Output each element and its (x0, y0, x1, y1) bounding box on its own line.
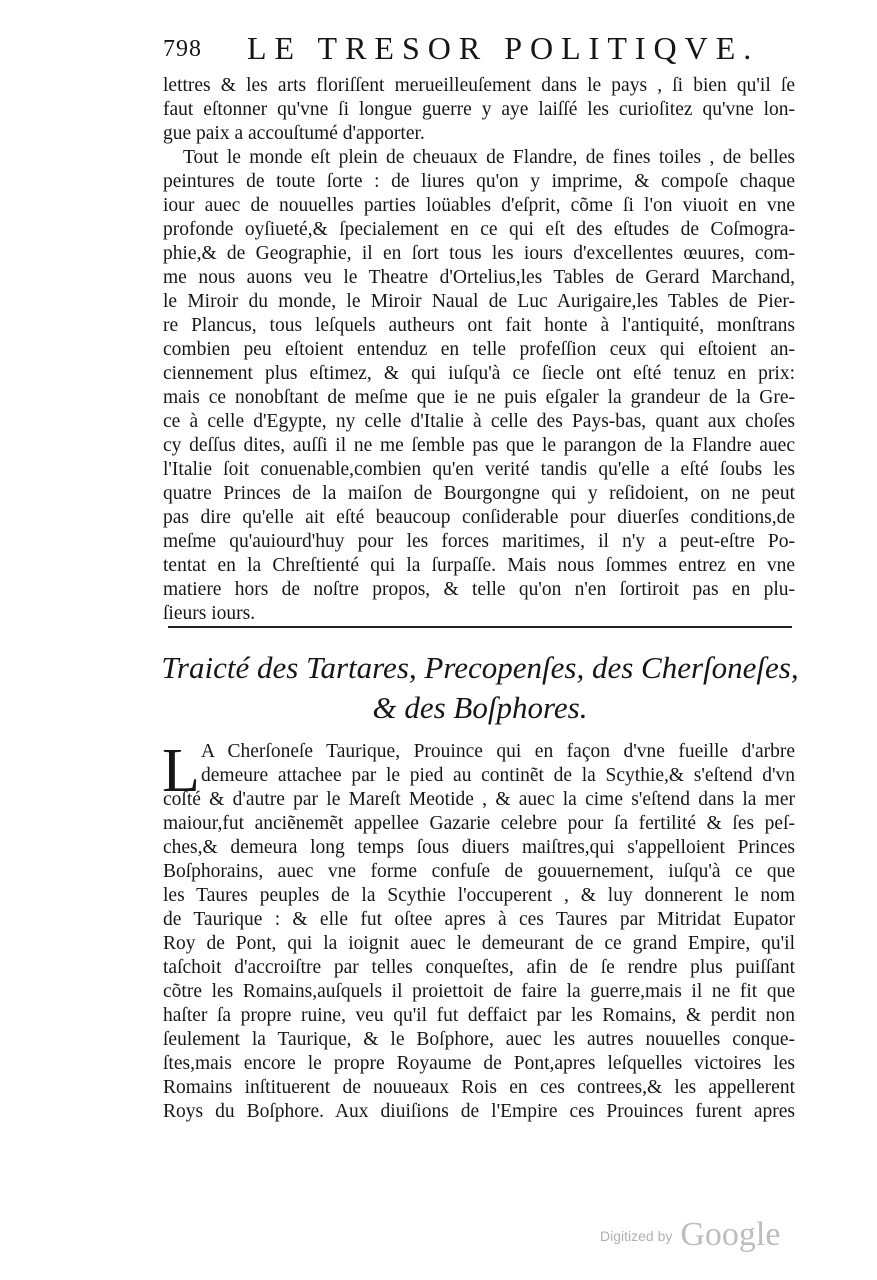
text-line: ce à celle d'Egypte, ny celle d'Italie à celle des Pays-bas, quant aux choſes (163, 411, 795, 432)
text-line: cy deſſus dites, auſſi il ne me ſemble pas que le parangon de la Flandre auec (163, 435, 795, 456)
section-title-line-1: Traicté des Tartares, Precopenſes, des Cherſoneſes, (161, 650, 799, 685)
text-line: mais ce nonobſtant de meſme que ie ne puis eſgaler la grandeur de la Gre- (163, 387, 795, 408)
text-line: l'Italie ſoit conuenable,combien qu'en verité tandis qu'elle a eſté ſoubs les (163, 459, 795, 480)
text-line: Roy de Pont, qui la ioignit auec le demeurant de ce grand Empire, qu'il (163, 933, 795, 954)
text-line: le Miroir du monde, le Miroir Naual de Luc Aurigaire,les Tables de Pier- (163, 291, 795, 312)
text-line: matiere hors de noſtre propos, & telle qu'on n'en ſortiroit pas en plu- (163, 579, 795, 600)
page-number: 798 (163, 36, 202, 62)
text-line: faut eſtonner qu'vne ſi longue guerre y aye laiſſé les curioſitez qu'vne lon- (163, 99, 795, 120)
text-line: ciennement plus eſtimez, & qui iuſqu'à ce ſiecle ont eſté tenuz en prix: (163, 363, 795, 384)
text-line: ches,& demeura long temps ſous diuers maiſtres,qui s'appelloient Princes (163, 837, 795, 858)
section-divider (168, 626, 792, 628)
text-line: coſté & d'autre par le Mareſt Meotide , & auec la cime s'eſtend dans la mer (163, 789, 795, 810)
text-line: lettres & les arts floriſſent merueilleuſement dans le pays , ſi bien qu'il ſe (163, 75, 795, 96)
digitized-by-label: Digitized by (600, 1228, 673, 1244)
text-line: Roys du Boſphore. Aux diuiſions de l'Empire ces Prouinces furent apres (163, 1101, 795, 1122)
google-logo: Google (680, 1216, 781, 1253)
text-line: A Cherſoneſe Taurique, Prouince qui en façon d'vne fueille d'arbre (201, 741, 795, 762)
text-line: haſter ſa propre ruine, veu qu'il fut deffaict par les Romains, & perdit non (163, 1005, 795, 1026)
text-line: ſieurs iours. (163, 603, 256, 624)
text-line: re Plancus, tous leſquels autheurs ont fait honte à l'antiquité, monſtrans (163, 315, 795, 336)
text-line: les Taures peuples de la Scythie l'occuperent , & luy donnerent le nom (163, 885, 795, 906)
text-line: combien peu eſtoient entenduz en telle profeſſion ceux qui eſtoient an- (163, 339, 795, 360)
text-line: ſeulement la Taurique, & le Boſphore, auec les autres nouuelles conque- (163, 1029, 795, 1050)
text-line: me nous auons veu le Theatre d'Ortelius,les Tables de Gerard Marchand, (163, 267, 795, 288)
drop-cap: L (162, 737, 200, 805)
text-line: maiour,fut anciẽnemẽt appellee Gazarie celebre pour ſa fertilité & ſes peſ- (163, 813, 795, 834)
paragraph-chersonese (162, 737, 795, 1124)
text-line: taſchoit d'accroiſtre par telles conqueſtes, afin de ſe rendre plus puiſſant (163, 957, 795, 978)
text-line: demeure attachee par le pied au continẽt de la Scythie,& s'eſtend d'vn (201, 765, 795, 786)
text-line: meſme qu'auiourd'huy pour les forces maritimes, il n'y a peut-eſtre Po- (163, 531, 795, 552)
text-line: ſtes,mais encore le propre Royaume de Pont,apres leſquelles victoires les (163, 1053, 795, 1074)
paragraph-continuation (163, 74, 795, 146)
text-line: iour auec de nouuelles parties loüables d'eſprit, cõme ſi l'on viuoit en vne (163, 195, 795, 216)
text-line: Romains inſtituerent de nouueaux Rois en ces contrees,& les appellerent (163, 1077, 795, 1098)
running-head: LE TRESOR POLITIQVE. (247, 30, 760, 66)
digitization-watermark (600, 1216, 780, 1254)
text-line: gue paix a accouſtumé d'apporter. (163, 123, 425, 144)
page-header (163, 28, 795, 68)
text-line: profonde oyſiueté,& ſpecialement en ce qui eſt des eſtudes de Coſmogra- (163, 219, 795, 240)
text-line: quatre Princes de la maiſon de Bourgongne qui y reſidoient, on ne peut (163, 483, 795, 504)
text-line: Tout le monde eſt plein de cheuaux de Flandre, de fines toiles , de belles (183, 147, 795, 168)
text-line: tentat en la Chreſtienté qui la ſurpaſſe. Mais nous ſommes entrez en vne (163, 555, 795, 576)
text-line: cõtre les Romains,auſquels il proiettoit de faire la guerre,mais il ne fit que (163, 981, 795, 1002)
text-line: Boſphorains, auec vne forme confuſe de gouuernement, iuſqu'à ce que (163, 861, 795, 882)
section-title-line-2: & des Boſphores. (372, 690, 588, 725)
text-line: pas dire qu'elle ait eſté beaucoup conſiderable pour diuerſes conditions,de (163, 507, 795, 528)
paragraph-flanders (163, 146, 795, 626)
text-line: phie,& de Geographie, il en ſort tous les iours d'excellentes œuures, com- (163, 243, 795, 264)
text-line: de Taurique : & elle fut oſtee apres à ces Taures par Mitridat Eupator (163, 909, 795, 930)
text-line: peintures de toute ſorte : de liures qu'on y imprime, & compoſe chaque (163, 171, 795, 192)
